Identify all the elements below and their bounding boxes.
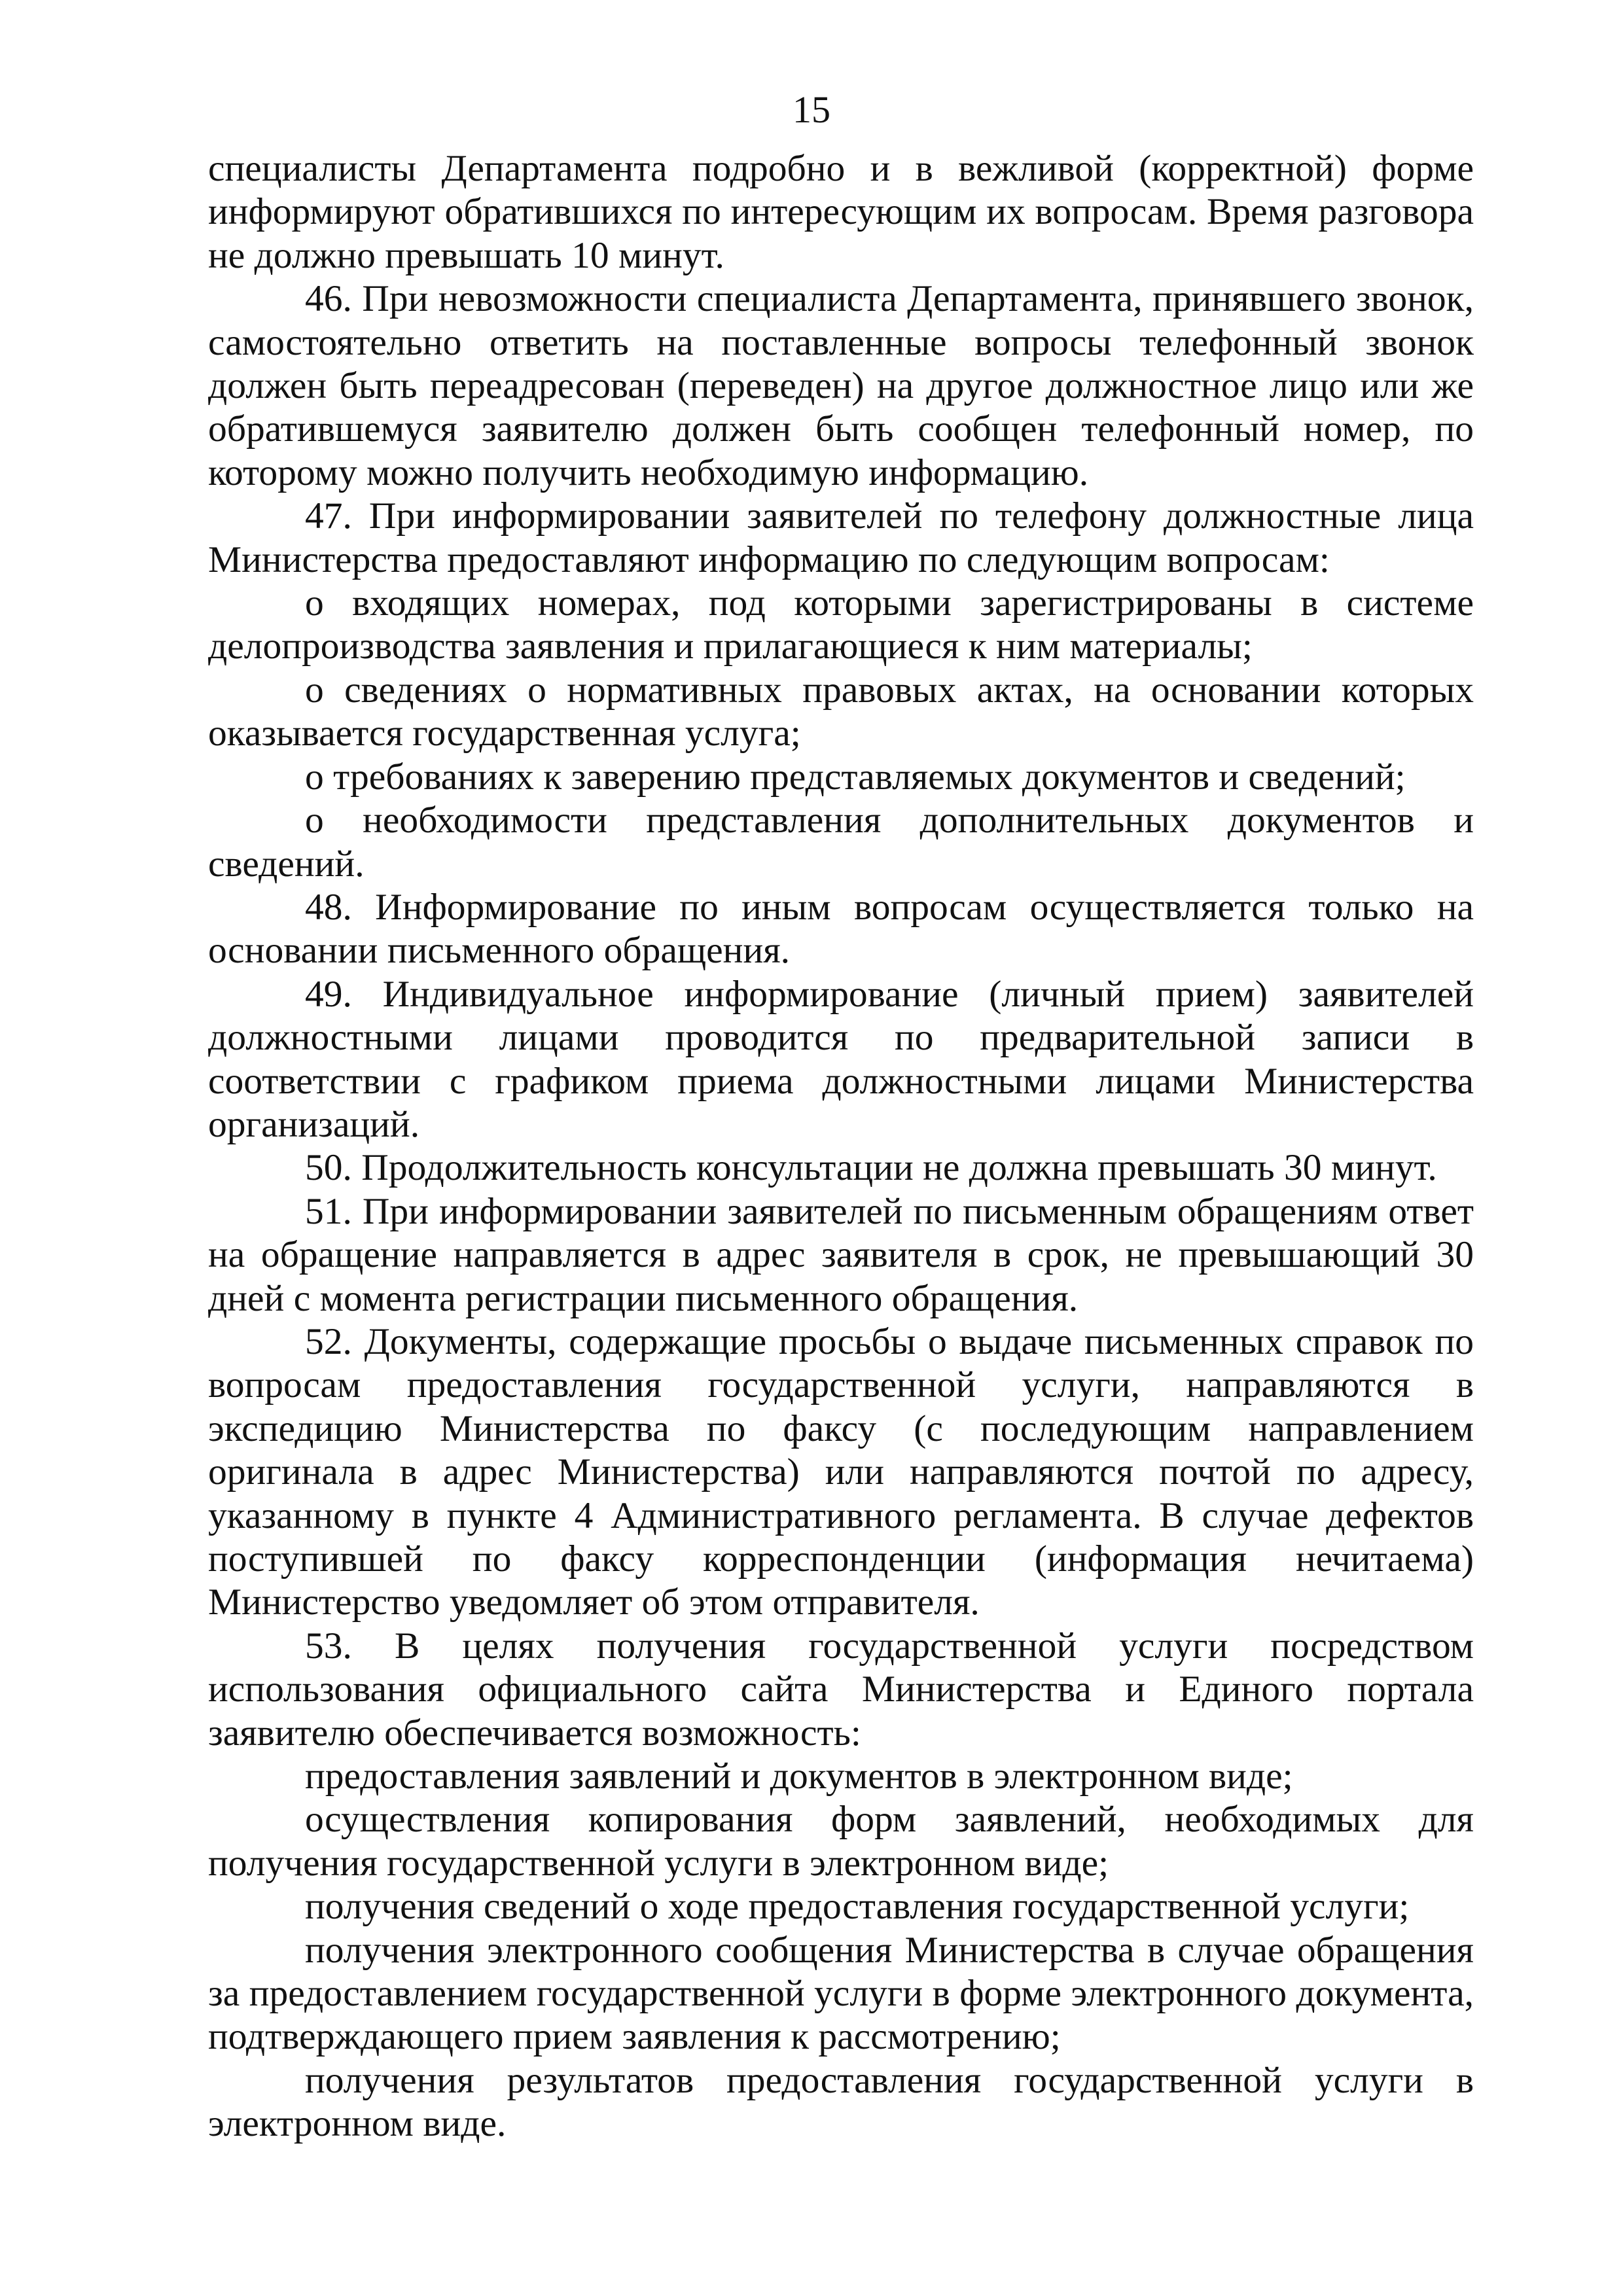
paragraph-47: 47. При информировании заявителей по телефону должностные лица Министерства предоставляют информацию по следующим вопросам: bbox=[208, 495, 1474, 580]
paragraph-50: 50. Продолжительность консультации не должна превышать 30 минут. bbox=[305, 1147, 1437, 1189]
paragraph-53-item-form-copying: осуществления копирования форм заявлений, необходимых для получения государственной услуги в электронном виде; bbox=[208, 1799, 1474, 1884]
page-number: 15 bbox=[793, 88, 830, 131]
paragraph-53-item-submission: предоставления заявлений и документов в электронном виде; bbox=[305, 1756, 1293, 1797]
paragraph-52: 52. Документы, содержащие просьбы о выдаче письменных справок по вопросам предоставления государственной услуги, направляются в экспедицию Министерства по факсу (с последующим направлением оригинала в адрес Министерства) или направляются почтой по адресу, указанному в пункте 4 Административного регламента. В случае дефектов поступившей по факсу корреспонденции (информация нечитаема) Министерство уведомляет об этом отправителя. bbox=[208, 1320, 1474, 1623]
paragraph-53: 53. В целях получения государственной услуги посредством использования официального сайта Министерства и Единого портала заявителю обеспечивается возможность: bbox=[208, 1625, 1474, 1754]
document-body bbox=[208, 147, 1474, 2146]
paragraph-48: 48. Информирование по иным вопросам осуществляется только на основании письменного обращения. bbox=[208, 886, 1474, 972]
paragraph-continuation: специалисты Департамента подробно и в вежливой (корректной) форме информируют обратившихся по интересующим их вопросам. Время разговора не должно превышать 10 минут. bbox=[208, 148, 1474, 276]
paragraph-49: 49. Индивидуальное информирование (личный прием) заявителей должностными лицами проводится по предварительной записи в соответствии с графиком приема должностными лицами Министерства организаций. bbox=[208, 973, 1474, 1145]
paragraph-53-item-results: получения результатов предоставления государственной услуги в электронном виде. bbox=[208, 2059, 1474, 2145]
paragraph-53-item-status: получения сведений о ходе предоставления государственной услуги; bbox=[305, 1886, 1410, 1928]
paragraph-51: 51. При информировании заявителей по письменным обращениям ответ на обращение направляется в адрес заявителя в срок, не превышающий 30 дней с момента регистрации письменного обращения. bbox=[208, 1190, 1474, 1319]
paragraph-53-item-electronic-message: получения электронного сообщения Министерства в случае обращения за предоставлением государственной услуги в форме электронного документа, подтверждающего прием заявления к рассмотрению; bbox=[208, 1929, 1474, 2058]
paragraph-46: 46. При невозможности специалиста Департамента, принявшего звонок, самостоятельно ответить на поставленные вопросы телефонный звонок должен быть переадресован (переведен) на другое должностное лицо или же обратившемуся заявителю должен быть сообщен телефонный номер, по которому можно получить необходимую информацию. bbox=[208, 278, 1474, 493]
paragraph-47-item-legal-acts: о сведениях о нормативных правовых актах, на основании которых оказывается государственная услуга; bbox=[208, 669, 1474, 754]
paragraph-47-item-incoming-numbers: о входящих номерах, под которыми зарегистрированы в системе делопроизводства заявления и прилагающиеся к ним материалы; bbox=[208, 582, 1474, 667]
paragraph-47-item-certification: о требованиях к заверению представляемых документов и сведений; bbox=[305, 756, 1406, 798]
paragraph-47-item-additional-documents: о необходимости представления дополнительных документов и сведений. bbox=[208, 800, 1474, 885]
